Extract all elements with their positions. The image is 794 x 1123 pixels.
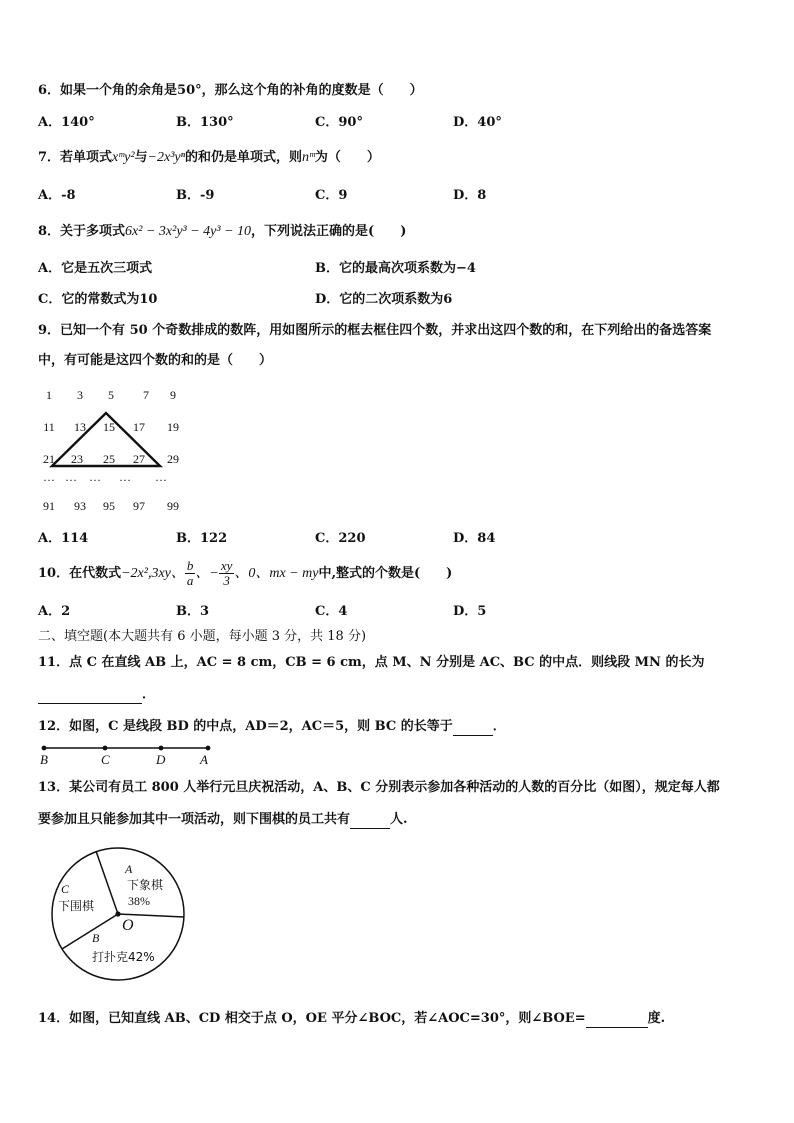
grid-cell: …: [65, 470, 77, 484]
point-a-label: A: [200, 752, 208, 767]
q6-option-b: B．130°: [176, 115, 234, 130]
q6-option-a: A．140°: [38, 115, 95, 130]
q12-stem: 12．如图，C 是线段 BD 的中点，AD＝2，AC＝5，则 BC 的长等于: [38, 719, 453, 734]
q8-option-d: D．它的二次项系数为6: [315, 292, 453, 307]
grid-cell: 27: [133, 452, 145, 466]
q9-option-b: B．122: [176, 531, 228, 546]
q6-option-d: D．40°: [453, 115, 502, 130]
q7-monomial-2: −2x³yⁿ: [147, 150, 186, 165]
grid-cell: 21: [43, 452, 55, 466]
fraction-denominator: a: [186, 573, 194, 588]
sector-b-label: 打扑克42%: [92, 950, 155, 964]
sector-a-label: 下象棋: [127, 878, 164, 892]
q7-expression: nᵐ: [302, 150, 315, 165]
q14-stem-line: [38, 1010, 665, 1028]
q13-stem-line-2: [38, 811, 408, 829]
point-c-label: C: [101, 752, 110, 767]
sector-a-letter: A: [125, 862, 133, 876]
grid-cell: 99: [167, 499, 179, 513]
q9-stem-line-2: 中，有可能是这四个数的和的是（ ）: [38, 353, 273, 368]
q13-stem-part-a: 要参加且只能参加其中一项活动，则下围棋的员工共有: [38, 812, 351, 827]
q7-mid: 与: [134, 150, 148, 165]
q8-option-a: A．它是五次三项式: [38, 261, 153, 276]
q14-answer-blank[interactable]: [586, 1013, 648, 1028]
q7-option-c: C．9: [315, 188, 348, 203]
q10-fraction-b-over-a: [185, 559, 196, 588]
sector-c-label: 下围棋: [58, 899, 95, 913]
grid-cell: 15: [103, 420, 115, 434]
q9-option-d: D．84: [453, 531, 496, 546]
grid-cell: …: [43, 470, 55, 484]
grid-cell: 13: [74, 420, 86, 434]
fraction-numerator: xy: [220, 558, 233, 573]
fraction-numerator: b: [186, 558, 194, 573]
q7-prefix: 7．若单项式: [38, 150, 113, 165]
grid-cell: 91: [43, 499, 55, 513]
q8-polynomial: 6x² − 3x²y³ − 4y³ − 10: [125, 224, 252, 239]
q10-option-d: D．5: [453, 604, 487, 619]
q10-option-c: C．4: [315, 604, 348, 619]
q12-answer-blank[interactable]: [453, 721, 493, 736]
q7-option-d: D．8: [453, 188, 487, 203]
q10-suffix: 中,整式的个数是( ): [318, 566, 453, 581]
grid-cell: 29: [167, 452, 179, 466]
pie-circle: [40, 840, 200, 992]
q10-prefix: 10．在代数式: [38, 566, 122, 581]
q13-stem-line-1: 13．某公司有员工 800 人举行元旦庆祝活动，A、B、C 分别表示参加各种活动的人数的百分比（如图），规定每人都: [38, 780, 720, 795]
section-2-heading: 二、填空题(本大题共有 6 小题，每小题 3 分，共 18 分): [38, 629, 367, 644]
q8-prefix: 8．关于多项式: [38, 224, 126, 239]
q10-expr-b: 、0、mx − my: [234, 566, 319, 581]
segment-line: [36, 742, 216, 754]
grid-cell: 1: [46, 388, 52, 402]
grid-cell: …: [89, 470, 101, 484]
q14-stem: 14．如图，已知直线 AB、CD 相交于点 O，OE 平分∠BOC，若∠AOC=30°，则∠BOE=: [38, 1011, 586, 1026]
q7-option-a: A．-8: [38, 188, 76, 203]
q10-expr-a: −2x²,3xy、: [121, 566, 185, 581]
grid-cell: 19: [167, 420, 179, 434]
grid-cell: …: [119, 470, 131, 484]
q12-end: ．: [492, 719, 506, 734]
grid-cell: 23: [71, 452, 83, 466]
q10-option-a: A．2: [38, 604, 71, 619]
q8-suffix: ，下列说法正确的是( ): [251, 224, 407, 239]
q9-option-c: C．220: [315, 531, 366, 546]
q8-option-b: B．它的最高次项系数为−4: [315, 261, 476, 276]
q10-separator: 、−: [195, 566, 219, 581]
q10-stem: [38, 558, 452, 590]
fraction-denominator: 3: [223, 573, 230, 588]
q13-answer-blank[interactable]: [350, 814, 390, 829]
q10-fraction-xy-over-3: [219, 559, 235, 588]
q11-answer-line: [38, 686, 155, 704]
grid-cell: …: [155, 470, 167, 484]
grid-cell: 25: [103, 452, 115, 466]
grid-cell: 3: [77, 388, 83, 402]
q8-option-c: C．它的常数式为10: [38, 292, 158, 307]
q9-option-a: A．114: [38, 531, 89, 546]
q12-stem-line: [38, 718, 506, 736]
grid-cell: 5: [108, 388, 114, 402]
grid-cell: 7: [143, 388, 149, 402]
q6-stem: 6．如果一个角的余角是50°，那么这个角的补角的度数是（ ）: [38, 83, 423, 98]
point-b-label: B: [40, 752, 48, 767]
q7-monomial-1: xᵐy²: [112, 150, 135, 165]
q11-end: ．: [142, 687, 156, 702]
sector-b-letter: B: [92, 931, 100, 945]
q11-stem: 11．点 C 在直线 AB 上，AC = 8 cm，CB = 6 cm，点 M、N 分别是 AC、BC 的中点．则线段 MN 的长为: [38, 655, 705, 670]
q7-suffix: 的和仍是单项式，则: [185, 150, 303, 165]
q13-stem-part-b: 人.: [390, 812, 408, 827]
triangle-frame: [0, 0, 200, 520]
grid-cell: 95: [103, 499, 115, 513]
q6-option-c: C．90°: [315, 115, 363, 130]
q11-answer-blank[interactable]: [38, 689, 142, 704]
q7-option-b: B．-9: [176, 188, 215, 203]
sector-a-percent: 38%: [128, 894, 150, 908]
grid-cell: 9: [170, 388, 176, 402]
center-o-label: O: [122, 917, 134, 934]
q14-end: 度.: [647, 1011, 666, 1026]
q9-stem-line-1: 9．已知一个有 50 个奇数排成的数阵，用如图所示的框去框住四个数，并求出这四个数的和，在下列给出的备选答案: [38, 323, 712, 338]
q7-end: 为（ ）: [314, 150, 380, 165]
grid-cell: 93: [74, 499, 86, 513]
point-d-label: D: [156, 752, 166, 767]
grid-cell: 11: [43, 420, 55, 434]
grid-cell: 17: [133, 420, 145, 434]
grid-cell: 97: [133, 499, 145, 513]
sector-c-letter: C: [61, 882, 70, 896]
q10-option-b: B．3: [176, 604, 210, 619]
